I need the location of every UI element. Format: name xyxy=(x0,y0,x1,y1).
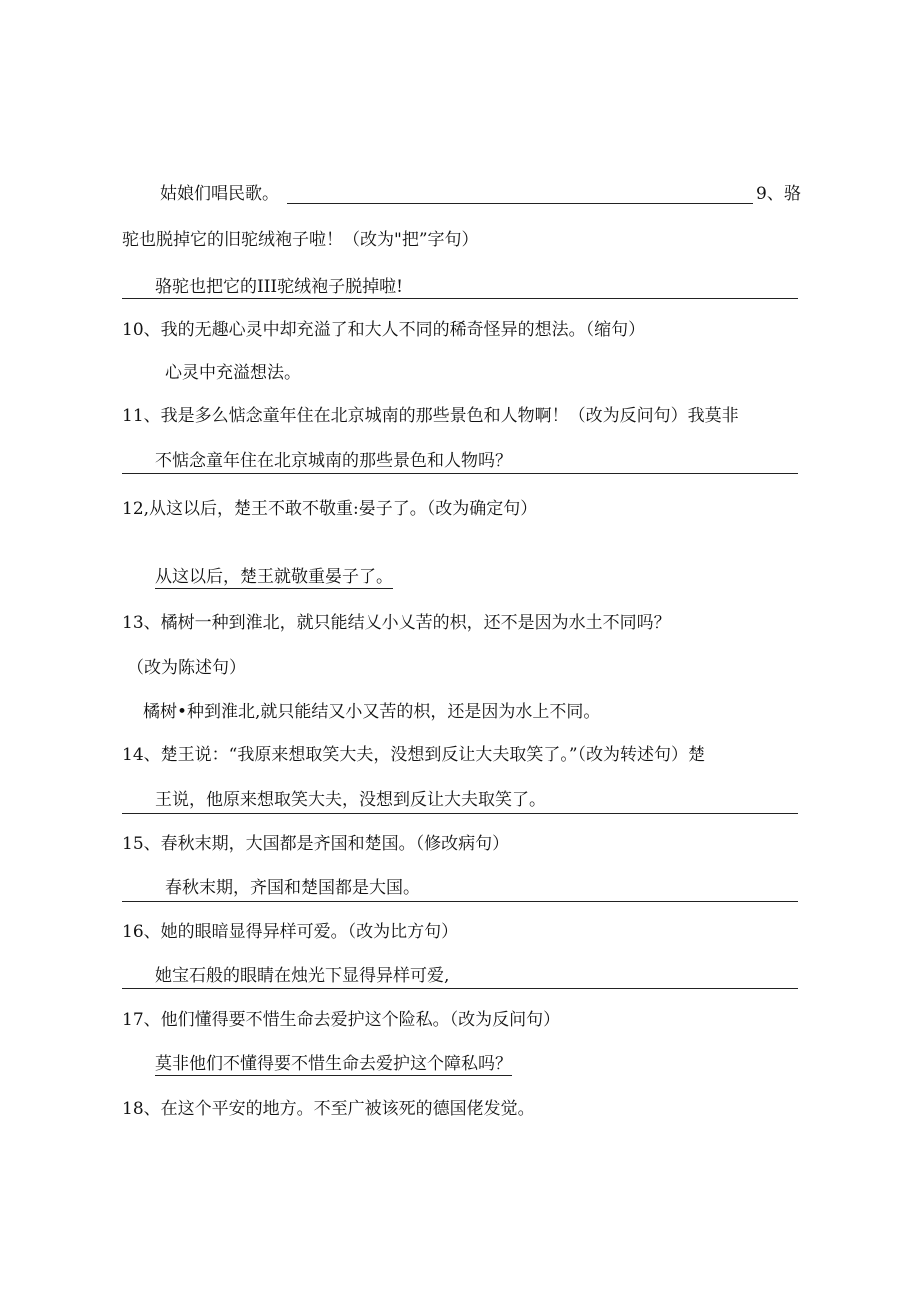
exercise-13-instruction: （改为陈述句） xyxy=(127,658,246,678)
exercise-12-answer-text: 从这以后，楚王就敬重晏子了。 xyxy=(155,567,393,587)
answer-underline xyxy=(122,298,798,299)
exercise-9-answer: 骆驼也把它的III驼绒袍子脱掉啦! xyxy=(155,277,403,297)
exercise-10-answer: 心灵中充溢想法。 xyxy=(165,363,301,383)
exercise-13-answer: 橘树•种到淮北,就只能结又小又苦的枳，还是因为水上不同。 xyxy=(143,702,601,722)
exercise-17-answer-text: 莫非他们不懂得要不惜生命去爱护这个障私吗？ xyxy=(155,1054,512,1074)
answer-underline xyxy=(122,813,798,814)
exercise-12-answer xyxy=(155,565,393,589)
exercise-16-prompt: 16、她的眼暗显得异样可爱。（改为比方句） xyxy=(122,922,459,942)
answer-underline xyxy=(122,473,798,474)
exercise-17-prompt: 17、他们懂得要不惜生命去爱护这个险私。（改为反问句） xyxy=(122,1010,561,1030)
exercise-12-prompt: 12,从这以后，楚王不敢不敬重:晏子了。（改为确定句） xyxy=(122,499,538,519)
exercise-17-answer xyxy=(155,1052,512,1076)
exercise-15-answer: 春秋末期，齐国和楚国都是大国。 xyxy=(165,878,420,898)
exercise-16-answer: 她宝石般的眼睛在烛光下显得异样可爱, xyxy=(155,966,450,986)
answer-underline xyxy=(287,203,753,204)
exercise-13-prompt: 13、橘树一种到淮北，就只能结乂小乂苦的枳，还不是因为水土不同吗？ xyxy=(122,613,671,633)
exercise-11-prompt: 11、我是多么惦念童年住在北京城南的那些景色和人物啊！（改为反问句）我莫非 xyxy=(122,406,739,426)
exercise-10-prompt: 10、我的无趣心灵中却充溢了和大人不同的稀奇怪异的想法。（缩句） xyxy=(122,320,646,340)
answer-underline xyxy=(122,901,798,902)
exercise-14-prompt: 14、楚王说：“我原来想取笑大夫，没想到反让大夫取笑了。”（改为转述句）楚 xyxy=(122,745,706,765)
exercise-14-answer: 王说，他原来想取笑大夫，没想到反让大夫取笑了。 xyxy=(155,790,546,810)
exercise-8-answer: 姑娘们唱民歌。 xyxy=(160,184,279,204)
answer-underline xyxy=(122,988,798,989)
exercise-9-prompt: 驼也脱掉它的旧驼绒袍子啦！（改为"把”字句） xyxy=(122,230,479,250)
exercise-18-prompt: 18、在这个平安的地方。不至广被该死的德国佬发觉。 xyxy=(122,1099,535,1119)
exercise-15-prompt: 15、春秋末期，大国都是齐国和楚国。（修改病句） xyxy=(122,834,510,854)
exercise-11-answer: 不惦念童年住在北京城南的那些景色和人物吗？ xyxy=(155,451,512,471)
exercise-9-number: 9、骆 xyxy=(756,184,801,204)
